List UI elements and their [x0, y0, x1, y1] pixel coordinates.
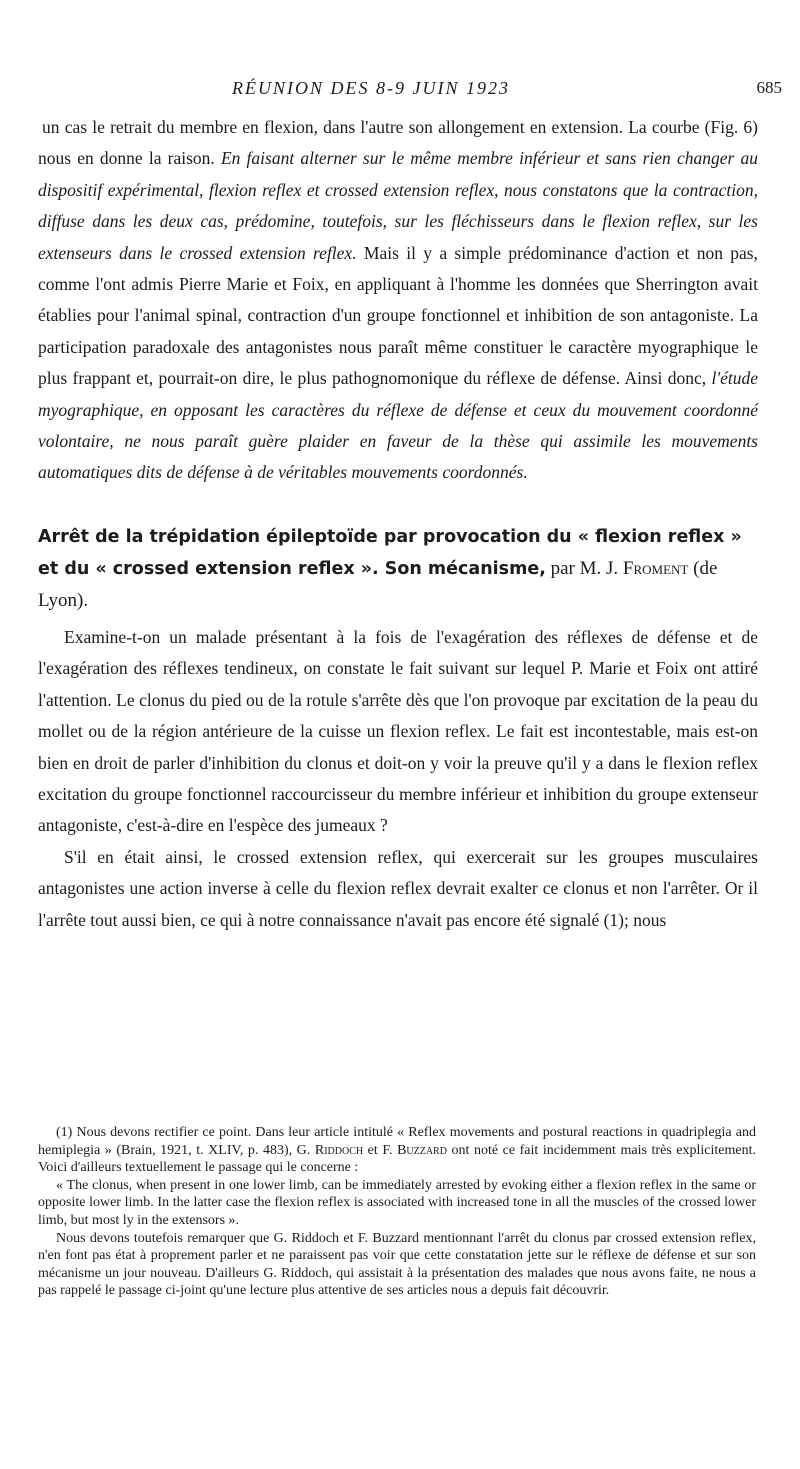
footnote-author-riddoch: Riddoch: [314, 1142, 364, 1158]
footnote-1-start: (1) Nous devons rectifier ce point. Dans leur article intitulé « Reflex movements and postural reactions in quadriplegia and hemiplegia » (Brain, 1921, t. XLIV, p. 483), G.: [38, 1125, 756, 1158]
running-title: RÉUNION DES 8-9 JUIN 1923: [232, 78, 510, 98]
page-number: 685: [756, 78, 782, 97]
section-heading-place: (de Lyon).: [38, 557, 718, 611]
paragraph-1-italic-conclusion: l'étude myographique, en opposant les caractères du réflexe de défense et ceux du mouvement coordonné volontaire, ne nous paraît guère plaider en faveur de la thèse qui assimile les mouvements automatiques dits de défense à de véritables mouvements coordonnés.: [38, 368, 758, 483]
paragraph-1-start: un cas le retrait du membre en flexion, dans l'autre son allongement en extension. La courbe (Fig. 6) nous en donne la raison.: [38, 117, 758, 169]
footnote-author-buzzard: Buzzard: [397, 1142, 447, 1158]
section-heading: [38, 521, 758, 616]
footnotes: [38, 1124, 756, 1300]
section-heading-by: par M. J.: [545, 557, 623, 579]
paragraph-3: S'il en était ainsi, le crossed extension reflex, qui exercerait sur les groupes musculaires antagonistes une action inverse à celle du flexion reflex devrait exalter ce clonus et non l'arrêter. Or il l'arrête tout aussi bien, ce qui à notre connaissance n'avait pas encore été signalé (1); nous: [38, 846, 758, 930]
footnote-1: [38, 1124, 756, 1177]
paragraph-1: [38, 112, 758, 489]
footnote-1-et: et F.: [363, 1142, 398, 1158]
footnote-1-end: ont noté ce fait incidemment mais très explicitement. Voici d'ailleurs textuellement le passage qui le concerne :: [38, 1142, 756, 1176]
paragraph-1-middle: Mais il y a simple prédominance d'action et non pas, comme l'ont admis Pierre Marie et Foix, en appliquant à l'homme les données que Sherrington avait établies pour l'animal spinal, contraction d'un groupe fonctionnel et inhibition de son antagoniste. La participation paradoxale des antagonistes nous paraît même constituer le caractère myographique le plus frappant et, pourrait-on dire, le plus pathognomonique du réflexe de défense. Ainsi donc,: [38, 242, 758, 389]
section-heading-author: Froment: [622, 557, 689, 579]
main-text: [38, 112, 758, 936]
paragraph-2: Examine-t-on un malade présentant à la fois de l'exagération des réflexes de défense et de l'exagération des réflexes tendineux, on constate le fait suivant sur lequel P. Marie et Foix ont attiré l'attention. Le clonus du pied ou de la rotule s'arrête dès que l'on provoque par excitation de la peau du mollet ou de la région antérieure de la cuisse un flexion reflex. Le fait est incontestable, mais est-on bien en droit de parler d'inhibition du clonus et doit-on y voir la preuve qu'il y a dans le flexion reflex excitation du groupe fonctionnel raccourcisseur du membre inférieur et inhibition du groupe extenseur antagoniste, c'est-à-dire en l'espèce des jumeaux ?: [38, 626, 758, 836]
footnote-quote: « The clonus, when present in one lower limb, can be immediately arrested by evoking either a flexion reflex in the same or opposite lower limb. In the latter case the flexion reflex is associated with increased tone in all the muscles of the crossed lower limb, but most ly in the extensors ».: [38, 1177, 756, 1228]
page-header: [0, 78, 800, 102]
footnote-remark: Nous devons toutefois remarquer que G. Riddoch et F. Buzzard mentionnant l'arrêt du clonus par crossed extension reflex, n'en font pas état à proprement parler et ne paraissent pas voir que cette constatation jette sur le réflexe de défense et sur son mécanisme un jour nouveau. D'ailleurs G. Riddoch, qui assistait à la présentation des malades que nous avons faite, ne nous a pas rappelé le passage ci-joint qu'une lecture plus attentive de ses articles nous a depuis fait découvrir.: [38, 1230, 756, 1299]
section-heading-title: Arrêt de la trépidation épileptoïde par provocation du « flexion reflex » et du « crossed extension reflex ». Son mécanisme,: [38, 526, 742, 579]
paragraph-1-italic: En faisant alterner sur le même membre inférieur et sans rien changer au dispositif expérimental, flexion reflex et crossed extension reflex, nous constatons que la contraction, diffuse dans les deux cas, prédomine, toutefois, sur les fléchisseurs dans le flexion reflex, sur les extenseurs dans le crossed extension reflex.: [38, 148, 758, 263]
